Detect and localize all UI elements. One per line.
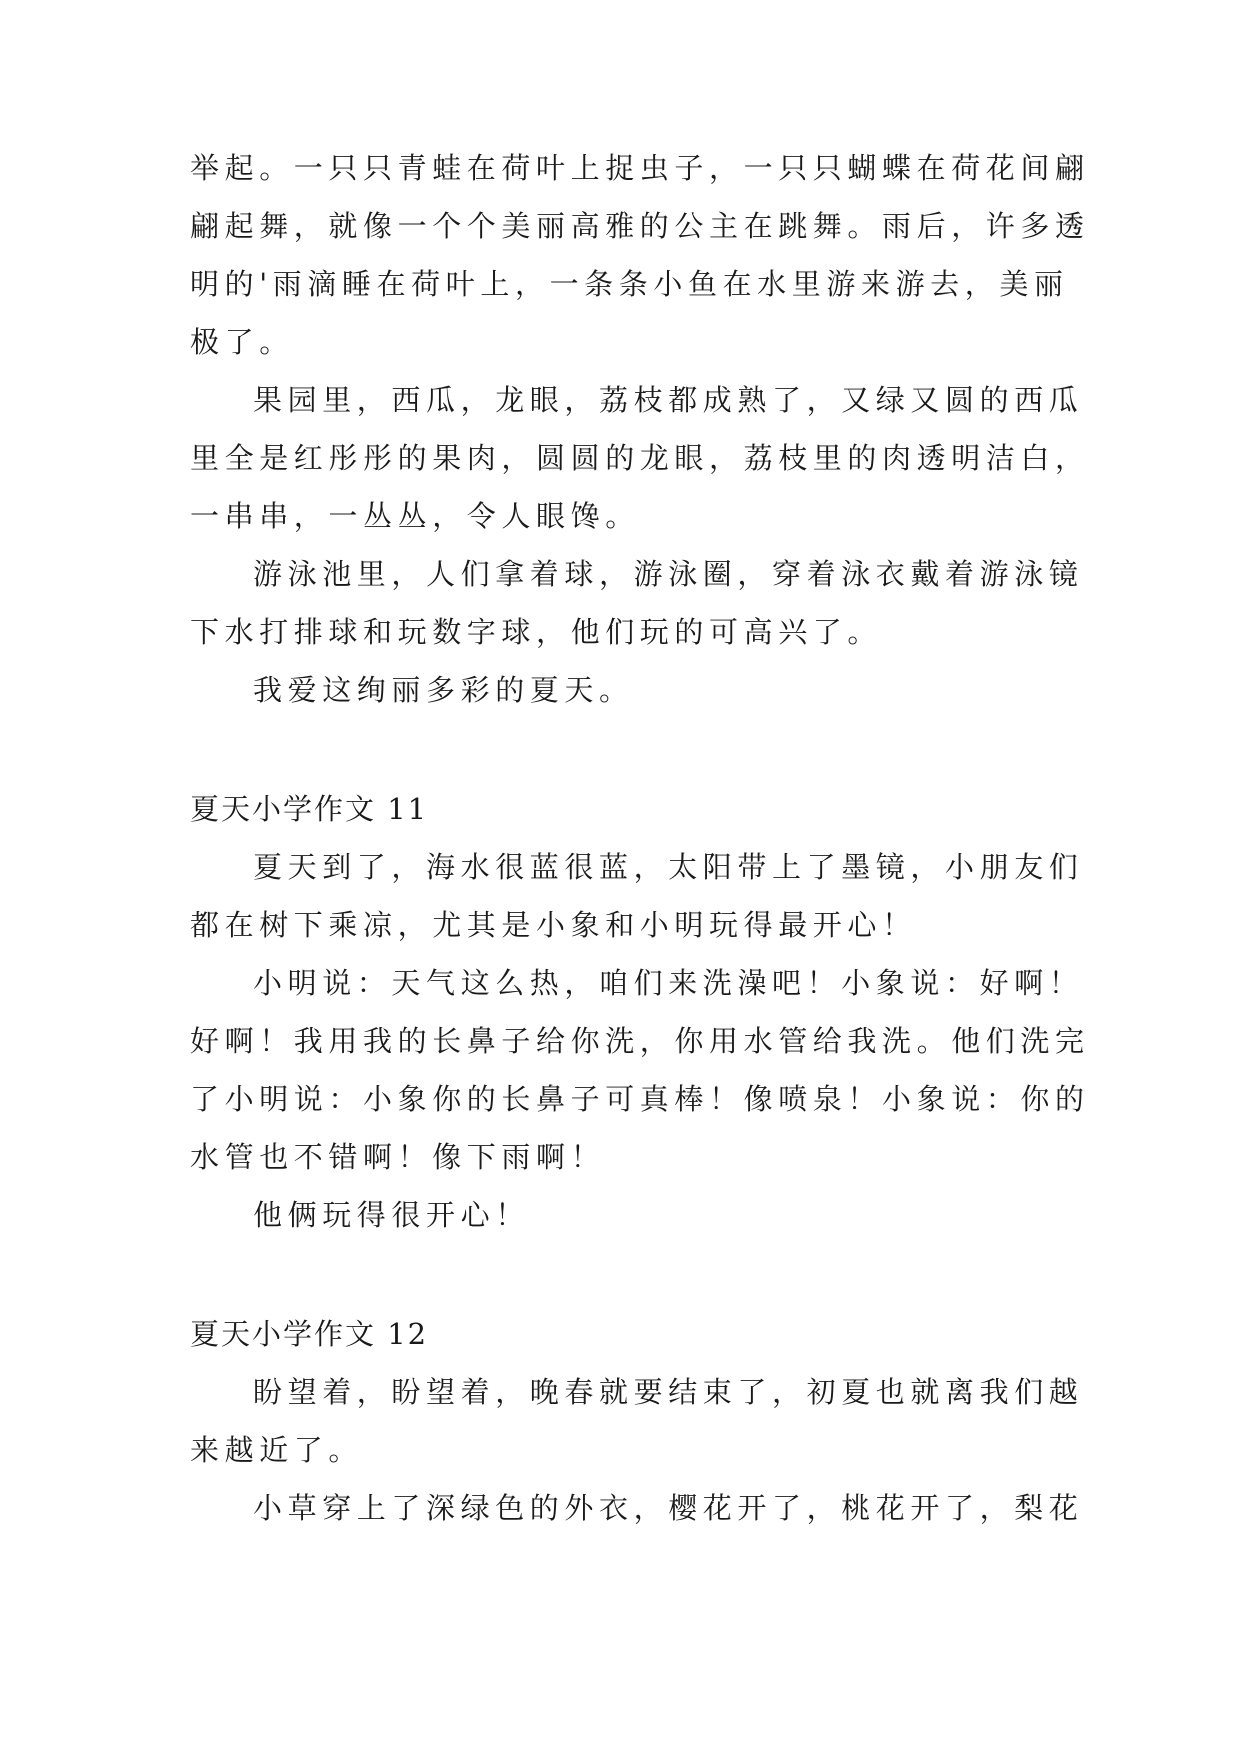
paragraph-start-line: 他俩玩得很开心！	[253, 1198, 530, 1232]
text-line: 里全是红彤彤的果肉，圆圆的龙眼，荔枝里的肉透明洁白，	[190, 441, 1090, 475]
text-line: 极了。	[190, 325, 294, 359]
text-line: 翩起舞，就像一个个美丽高雅的公主在跳舞。雨后，许多透	[190, 209, 1090, 243]
text-line: 一串串，一丛丛，令人眼馋。	[190, 499, 640, 533]
paragraph-start-line: 夏天到了，海水很蓝很蓝，太阳带上了墨镜，小朋友们	[253, 850, 1084, 884]
paragraph-start-line: 小明说：天气这么热，咱们来洗澡吧！小象说：好啊！	[253, 966, 1084, 1000]
text-line: 下水打排球和玩数字球，他们玩的可高兴了。	[190, 615, 883, 649]
text-line: 来越近了。	[190, 1433, 364, 1467]
text-line: 明的'雨滴睡在荷叶上，一条条小鱼在水里游来游去，美丽	[190, 267, 1069, 301]
paragraph-start-line: 小草穿上了深绿色的外衣，樱花开了，桃花开了，梨花	[253, 1491, 1084, 1525]
paragraph-start-line: 游泳池里，人们拿着球，游泳圈，穿着泳衣戴着游泳镜	[253, 557, 1084, 591]
text-line: 好啊！我用我的长鼻子给你洗，你用水管给我洗。他们洗完	[190, 1024, 1090, 1058]
section-heading: 夏天小学作文 11	[190, 792, 429, 826]
text-line: 水管也不错啊！像下雨啊！	[190, 1140, 606, 1174]
paragraph-start-line: 果园里，西瓜，龙眼，荔枝都成熟了，又绿又圆的西瓜	[253, 383, 1084, 417]
section-heading: 夏天小学作文 12	[190, 1317, 429, 1351]
text-line: 都在树下乘凉，尤其是小象和小明玩得最开心！	[190, 908, 917, 942]
text-line: 了小明说：小象你的长鼻子可真棒！像喷泉！小象说：你的	[190, 1082, 1090, 1116]
paragraph-start-line: 盼望着，盼望着，晚春就要结束了，初夏也就离我们越	[253, 1375, 1084, 1409]
paragraph-start-line: 我爱这绚丽多彩的夏天。	[253, 673, 634, 707]
text-line: 举起。一只只青蛙在荷叶上捉虫子，一只只蝴蝶在荷花间翩	[190, 151, 1090, 185]
